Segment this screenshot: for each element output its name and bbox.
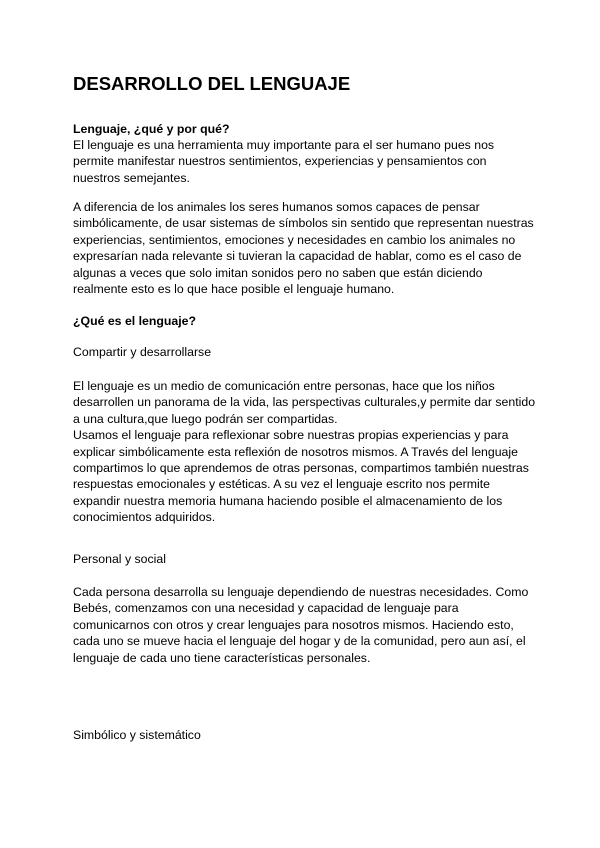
subheading-personal-y-social: Personal y social — [73, 552, 166, 566]
paragraph-line: Cada persona desarrolla su lenguaje dependiendo de nuestras necesidades. Como — [73, 585, 529, 599]
paragraph-line: a una cultura,que luego podrán ser compartidas. — [73, 411, 338, 426]
paragraph-line: simbólicamente, de usar sistemas de símbolos sin sentido que representan nuestras — [73, 216, 534, 231]
section-heading-lenguaje-que-y-por-que: Lenguaje, ¿qué y por qué? — [73, 122, 230, 136]
paragraph-animales-humanos — [73, 199, 534, 297]
paragraph-line: algunas a veces que solo imitan sonidos pero no saben que están diciendo — [73, 265, 483, 280]
paragraph-line: lenguaje de cada uno tiene características personales. — [73, 650, 371, 665]
paragraph-line: Usamos el lenguaje para reflexionar sobre nuestras propias experiencias y para — [73, 428, 509, 443]
paragraph-line: Bebés, comenzamos con una necesidad y capacidad de lenguaje para — [73, 601, 459, 616]
paragraph-line: expresarían nada relevante si tuvieran la capacidad de hablar, como es el caso de — [73, 249, 522, 264]
paragraph-line: El lenguaje es un medio de comunicación entre personas, hace que los niños — [73, 379, 495, 393]
paragraph-personal-social — [73, 584, 528, 666]
paragraph-line: El lenguaje es una herramienta muy importante para el ser humano pues nos — [73, 138, 495, 152]
paragraph-line: compartimos lo que aprendemos de otras personas, compartimos también nuestras — [73, 461, 529, 476]
paragraph-line: explicar simbólicamente esta reflexión de nosotros mismos. A Través del lenguaje — [73, 444, 518, 459]
paragraph-line: expandir nuestra memoria humana haciendo posible el almacenamiento de los — [73, 493, 503, 508]
paragraph-intro — [73, 137, 494, 186]
paragraph-line: A diferencia de los animales los seres humanos somos capaces de pensar — [73, 200, 480, 214]
section-heading-que-es-el-lenguaje: ¿Qué es el lenguaje? — [73, 314, 197, 328]
subheading-simbolico-y-sistematico: Simbólico y sistemático — [73, 728, 201, 742]
paragraph-compartir — [73, 378, 535, 526]
paragraph-line: desarrollen un panorama de la vida, las perspectivas culturales,y permite dar sentido — [73, 395, 536, 410]
subheading-compartir-y-desarrollarse: Compartir y desarrollarse — [73, 345, 212, 359]
paragraph-line: conocimientos adquiridos. — [73, 510, 216, 525]
paragraph-line: realmente esto es lo que hace posible el lenguaje humano. — [73, 282, 395, 297]
paragraph-line: comunicarnos con otros y crear lenguajes para nosotros mismos. Haciendo esto, — [73, 617, 514, 632]
paragraph-line: experiencias, sentimientos, emociones y necesidades en cambio los animales no — [73, 232, 516, 247]
paragraph-line: permite manifestar nuestros sentimientos, experiencias y pensamientos con — [73, 154, 487, 169]
page-title: DESARROLLO DEL LENGUAJE — [73, 73, 351, 94]
paragraph-line: cada uno se mueve hacia el lenguaje del hogar y de la comunidad, pero aun así, el — [73, 634, 526, 649]
paragraph-line: respuestas emocionales y estéticas. A su vez el lenguaje escrito nos permite — [73, 477, 490, 492]
paragraph-line: nuestros semejantes. — [73, 170, 190, 185]
